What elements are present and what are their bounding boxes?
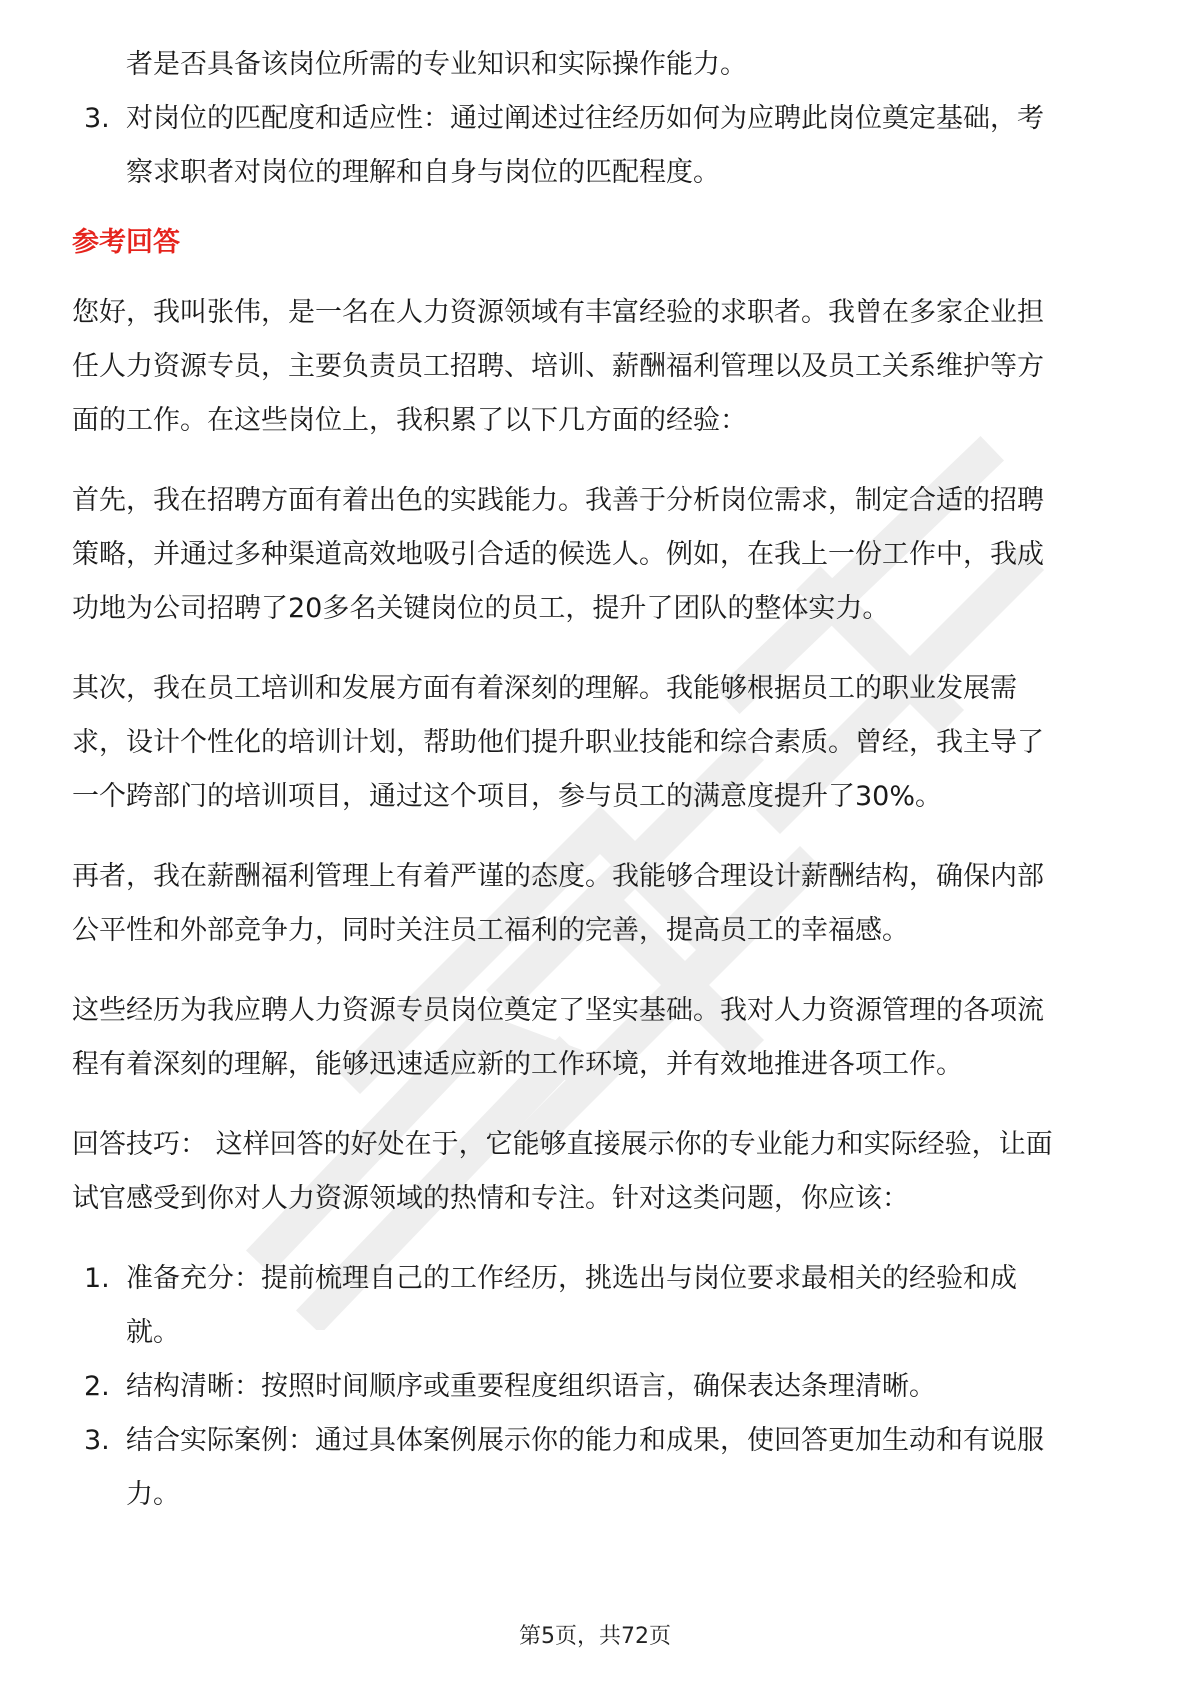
- list-item-text: 结合实际案例：通过具体案例展示你的能力和成果，使回答更加生动和有说服: [126, 1425, 1044, 1456]
- paragraph-line: 其次，我在员工培训和发展方面有着深刻的理解。我能够根据员工的职业发展需: [72, 673, 1017, 704]
- list-item-text: 力。: [126, 1479, 180, 1510]
- paragraph-line: 回答技巧： 这样回答的好处在于，它能够直接展示你的专业能力和实际经验，让面: [72, 1129, 1053, 1160]
- list-item-continuation: 者是否具备该岗位所需的专业知识和实际操作能力。: [126, 49, 747, 80]
- paragraph-line: 这些经历为我应聘人力资源专员岗位奠定了坚实基础。我对人力资源管理的各项流: [72, 995, 1044, 1026]
- list-item-number: 3.: [84, 103, 110, 134]
- list-item-number: 2.: [84, 1371, 110, 1402]
- paragraph-line: 再者，我在薪酬福利管理上有着严谨的态度。我能够合理设计薪酬结构，确保内部: [72, 861, 1044, 892]
- paragraph-line: 程有着深刻的理解，能够迅速适应新的工作环境，并有效地推进各项工作。: [72, 1049, 963, 1080]
- list-item-number: 1.: [84, 1263, 110, 1294]
- paragraph-line: 试官感受到你对人力资源领域的热情和专注。针对这类问题，你应该：: [72, 1183, 909, 1214]
- list-item-text: 结构清晰：按照时间顺序或重要程度组织语言，确保表达条理清晰。: [126, 1371, 936, 1402]
- list-item-text: 对岗位的匹配度和适应性：通过阐述过往经历如何为应聘此岗位奠定基础，考: [126, 103, 1044, 134]
- list-item-number: 3.: [84, 1425, 110, 1456]
- paragraph-line: 功地为公司招聘了20多名关键岗位的员工，提升了团队的整体实力。: [72, 593, 890, 624]
- page-footer: 第5页，共72页: [519, 1624, 671, 1649]
- paragraph-line: 策略，并通过多种渠道高效地吸引合适的候选人。例如，在我上一份工作中，我成: [72, 539, 1044, 570]
- list-item-text: 察求职者对岗位的理解和自身与岗位的匹配程度。: [126, 157, 720, 188]
- paragraph-line: 任人力资源专员，主要负责员工招聘、培训、薪酬福利管理以及员工关系维护等方: [72, 351, 1044, 382]
- paragraph-line: 面的工作。在这些岗位上，我积累了以下几方面的经验：: [72, 405, 747, 436]
- list-item-text: 准备充分：提前梳理自己的工作经历，挑选出与岗位要求最相关的经验和成: [126, 1263, 1017, 1294]
- list-item-text: 就。: [126, 1317, 180, 1348]
- paragraph-line: 求，设计个性化的培训计划，帮助他们提升职业技能和综合素质。曾经，我主导了: [72, 727, 1044, 758]
- paragraph-line: 首先，我在招聘方面有着出色的实践能力。我善于分析岗位需求，制定合适的招聘: [72, 485, 1044, 516]
- paragraph-line: 一个跨部门的培训项目，通过这个项目，参与员工的满意度提升了30%。: [72, 781, 943, 812]
- section-heading: 参考回答: [72, 227, 180, 258]
- paragraph-line: 公平性和外部竞争力，同时关注员工福利的完善，提高员工的幸福感。: [72, 915, 909, 946]
- paragraph-line: 您好，我叫张伟，是一名在人力资源领域有丰富经验的求职者。我曾在多家企业担: [72, 297, 1044, 328]
